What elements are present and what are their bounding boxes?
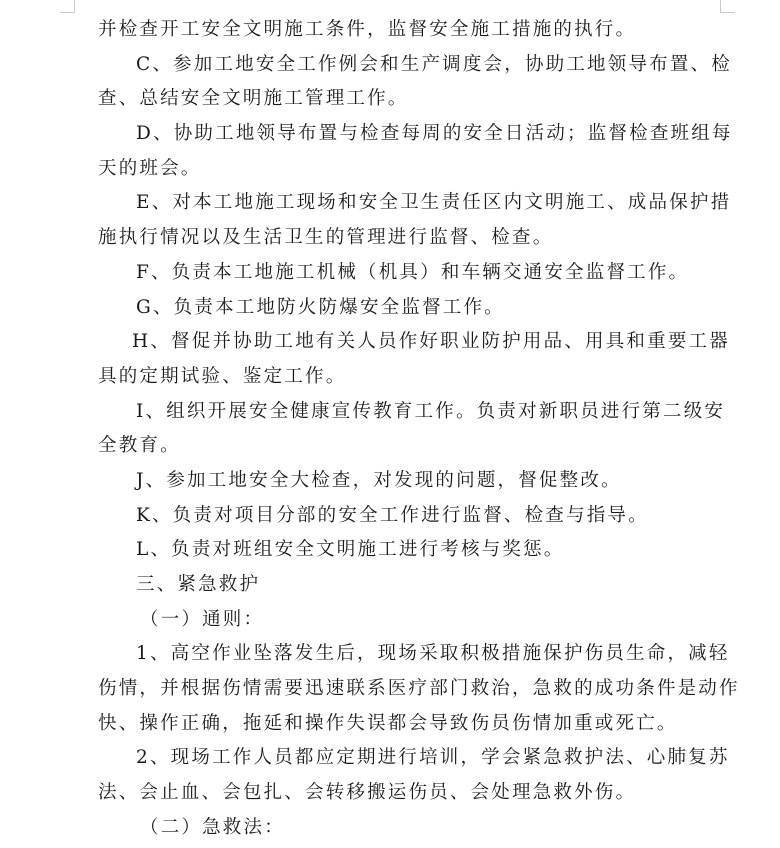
text-line: H、督促并协助工地有关人员作好职业防护用品、用具和重要工器	[132, 331, 730, 353]
section-heading-emergency-rescue	[98, 568, 720, 603]
text-line: L、负责对班组安全文明施工进行考核与奖惩。	[136, 539, 565, 561]
text-line: G、负责本工地防火防爆安全监督工作。	[136, 296, 505, 318]
text-line: 快、操作正确，拖延和操作失误都会导致伤员伤情加重或死亡。	[98, 712, 678, 734]
text-line: I、组织开展安全健康宣传教育工作。负责对新职员进行第二级安	[136, 400, 726, 422]
text-line: 2、现场工作人员都应定期进行培训，学会紧急救护法、心肺复苏	[136, 747, 730, 769]
heading-line: （二）急救法：	[140, 816, 285, 838]
text-line: 伤情，并根据伤情需要迅速联系医疗部门救治，急救的成功条件是动作	[98, 678, 740, 700]
paragraph-item-e	[98, 186, 732, 255]
text-line: E、对本工地施工现场和安全卫生责任区内文明施工、成品保护措	[136, 192, 732, 214]
paragraph-item-f	[98, 256, 720, 291]
heading-line: （一）通则：	[140, 608, 265, 630]
text-line: K、负责对项目分部的安全工作进行监督、检查与指导。	[136, 504, 649, 526]
text-line: D、协助工地领导布置与检查每周的安全日活动；监督检查班组每	[136, 123, 733, 145]
heading-line: 三、紧急救护	[136, 574, 261, 595]
text-line: 法、会止血、会包扎、会转移搬运伤员、会处理急救外伤。	[98, 782, 637, 804]
text-line: 查、总结安全文明施工管理工作。	[98, 88, 409, 110]
text-line: 具的定期试验、鉴定工作。	[98, 365, 347, 387]
paragraph-item-h	[98, 325, 730, 394]
text-line: 1、高空作业坠落发生后，现场采取积极措施保护伤员生命，减轻	[136, 643, 730, 665]
text-line: 全教育。	[98, 435, 181, 457]
paragraph-rule-1	[98, 637, 740, 741]
text-line: F、负责本工地施工机械（机具）和车辆交通安全监督工作。	[136, 261, 690, 283]
margin-corner-mark-right	[720, 0, 735, 13]
paragraph-item-g	[98, 291, 720, 326]
text-line: C、参加工地安全工作例会和生产调度会，协助工地领导布置、检	[136, 53, 732, 75]
text-line: 施执行情况以及生活卫生的管理进行监督、检查。	[98, 227, 554, 249]
paragraph-item-j	[98, 464, 720, 499]
margin-corner-mark-left	[60, 0, 75, 13]
paragraph-item-i	[98, 395, 726, 464]
paragraph-item-c	[98, 48, 732, 117]
paragraph-item-k	[98, 499, 720, 534]
document-body[interactable]	[98, 13, 740, 846]
subsection-heading-first-aid	[98, 811, 720, 846]
paragraph-item-d	[98, 117, 733, 186]
paragraph-continuation	[98, 13, 720, 48]
text-line: 天的班会。	[98, 157, 202, 179]
text-line: J、参加工地安全大检查，对发现的问题，督促整改。	[136, 469, 622, 491]
paragraph-rule-2	[98, 741, 730, 810]
text-line: 并检查开工安全文明施工条件，监督安全施工措施的执行。	[98, 19, 637, 40]
subsection-heading-general	[98, 603, 720, 638]
paragraph-item-l	[98, 533, 720, 568]
